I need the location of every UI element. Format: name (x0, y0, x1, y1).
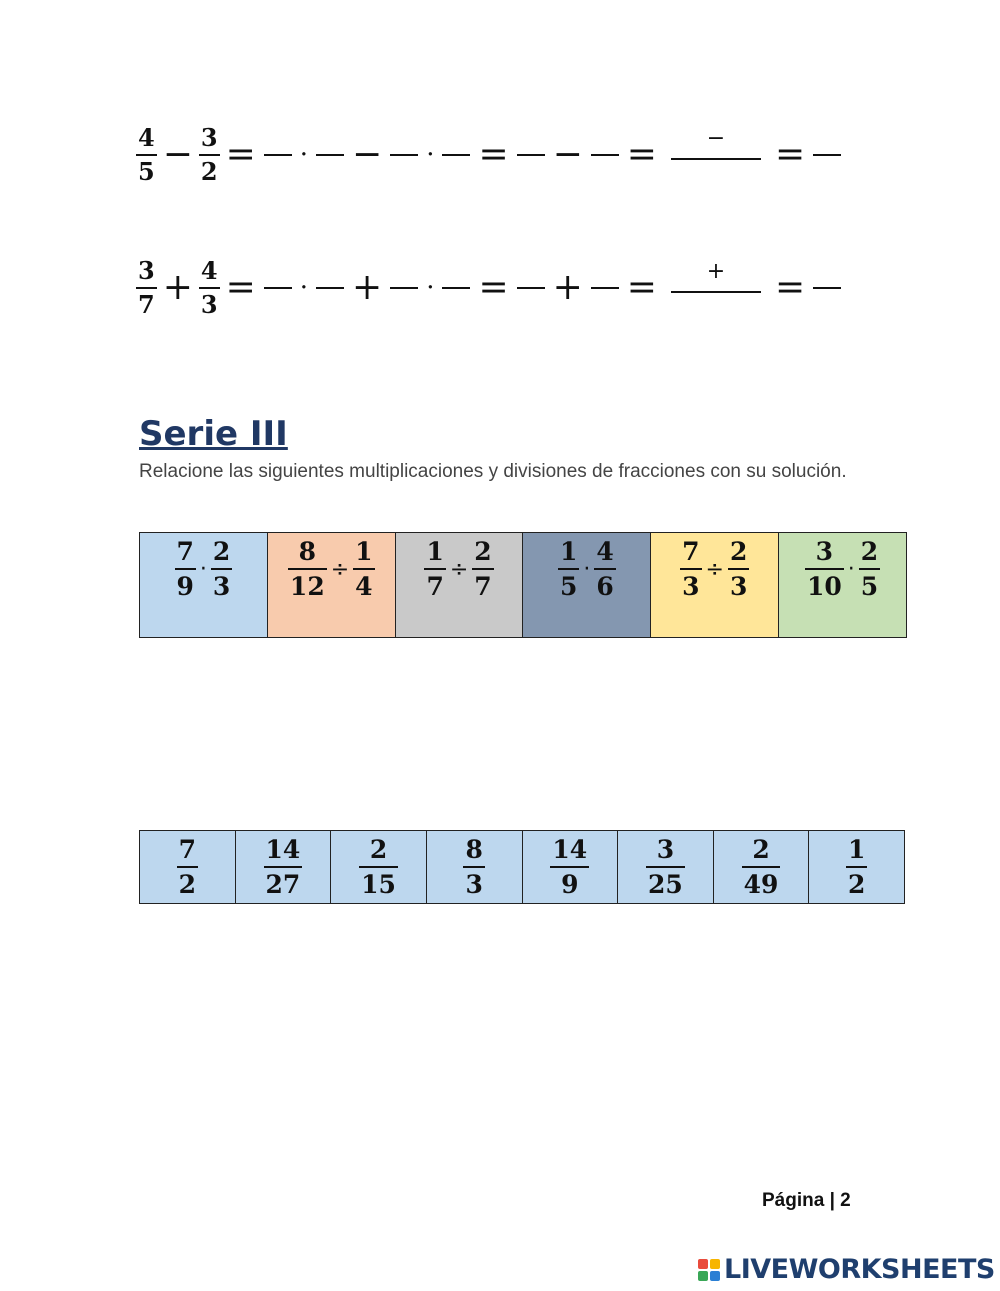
equals-sign: = (774, 267, 806, 308)
dot-operator: · (426, 273, 435, 303)
answer-blank[interactable] (813, 287, 841, 289)
fraction: $\frac{4}{5}$ (138, 122, 155, 186)
equals-sign: = (225, 267, 256, 308)
section-title: Serie III (139, 414, 288, 454)
dot-operator: · (426, 140, 435, 170)
fraction: $\frac{7}{3}$ (682, 536, 700, 601)
answer-blank[interactable] (517, 154, 545, 156)
fraction: $\frac{8}{3}$ (465, 834, 483, 899)
multiply-operator: · (583, 556, 591, 582)
operations-table (139, 532, 907, 638)
answer-blank[interactable] (316, 287, 344, 289)
answer-blank[interactable] (264, 287, 292, 289)
answer-blank[interactable] (442, 154, 470, 156)
operation-cell[interactable] (651, 533, 779, 637)
answer-cell[interactable] (140, 831, 236, 903)
equals-sign: = (774, 134, 806, 175)
fraction: $\frac{4}{6}$ (596, 536, 614, 601)
answer-cell[interactable] (618, 831, 714, 903)
divide-operator: ÷ (705, 556, 724, 582)
fraction: $\frac{14}{9}$ (552, 834, 588, 899)
answers-table (139, 830, 905, 904)
operator: + (162, 267, 193, 308)
fraction: $\frac{3}{7}$ (138, 255, 155, 319)
operator: + (552, 267, 583, 308)
liveworksheets-logo (698, 1254, 995, 1285)
operator: − (552, 134, 583, 175)
answer-blank[interactable] (390, 287, 418, 289)
equation-2 (136, 248, 843, 328)
answer-blank[interactable] (390, 154, 418, 156)
answer-blank[interactable] (517, 287, 545, 289)
equals-sign: = (478, 134, 509, 175)
answer-blank[interactable] (316, 154, 344, 156)
operation-cell[interactable] (268, 533, 396, 637)
fraction: $\frac{4}{3}$ (200, 255, 218, 319)
fraction: $\frac{8}{12}$ (289, 536, 325, 601)
answer-blank[interactable] (813, 154, 841, 156)
operator: − (162, 134, 193, 175)
fraction: $\frac{1}{7}$ (426, 536, 444, 601)
operator: − (352, 134, 383, 175)
answer-cell[interactable] (236, 831, 332, 903)
fraction: $\frac{2}{7}$ (474, 536, 492, 601)
logo-icon (698, 1259, 720, 1281)
logo-text: LIVEWORKSHEETS (724, 1254, 995, 1285)
fraction: $\frac{2}{3}$ (729, 536, 748, 601)
operation-cell[interactable] (140, 533, 268, 637)
multiply-operator: · (199, 556, 207, 582)
answer-cell[interactable] (427, 831, 523, 903)
fraction: $\frac{7}{9}$ (176, 536, 194, 601)
equals-sign: = (478, 267, 509, 308)
answer-blank[interactable] (442, 287, 470, 289)
fraction: $\frac{1}{2}$ (847, 834, 866, 899)
answer-blank[interactable] (264, 154, 292, 156)
fraction: $\frac{3}{2}$ (200, 122, 218, 186)
fraction: $\frac{1}{5}$ (559, 536, 578, 601)
dot-operator: · (299, 273, 309, 303)
answer-cell[interactable] (714, 831, 810, 903)
operation-cell[interactable] (523, 533, 651, 637)
answer-blank[interactable] (591, 154, 619, 156)
fraction: $\frac{1}{4}$ (355, 536, 373, 601)
section-instructions: Relacione las siguientes multiplicaciones y divisiones de fracciones con su solución. (139, 461, 847, 482)
multiply-operator: · (847, 556, 855, 582)
operation-cell[interactable] (779, 533, 906, 637)
equals-sign: = (626, 267, 657, 308)
fraction: $\frac{2}{49}$ (743, 834, 779, 899)
operator: + (352, 267, 383, 308)
answer-cell[interactable] (331, 831, 427, 903)
fraction: $\frac{2}{15}$ (361, 834, 396, 899)
answer-cell[interactable] (523, 831, 619, 903)
answer-cell[interactable] (809, 831, 904, 903)
fraction: $\frac{3}{10}$ (806, 536, 842, 601)
fraction: $\frac{14}{27}$ (265, 834, 301, 899)
page-number: Página | 2 (762, 1190, 851, 1211)
fraction: $\frac{2}{5}$ (860, 536, 879, 601)
divide-operator: ÷ (449, 556, 469, 582)
fraction: $\frac{3}{25}$ (648, 834, 683, 899)
divide-operator: ÷ (330, 556, 350, 582)
fraction: $\frac{2}{3}$ (212, 536, 231, 601)
fraction: $\frac{7}{2}$ (178, 834, 197, 899)
equation-1 (136, 115, 843, 195)
dot-operator: · (299, 140, 309, 170)
answer-blank[interactable] (591, 287, 619, 289)
operation-cell[interactable] (396, 533, 524, 637)
combined-fraction-blank[interactable]: + (671, 261, 761, 315)
equals-sign: = (626, 134, 657, 175)
equals-sign: = (225, 134, 256, 175)
combined-fraction-blank[interactable]: − (671, 128, 761, 182)
